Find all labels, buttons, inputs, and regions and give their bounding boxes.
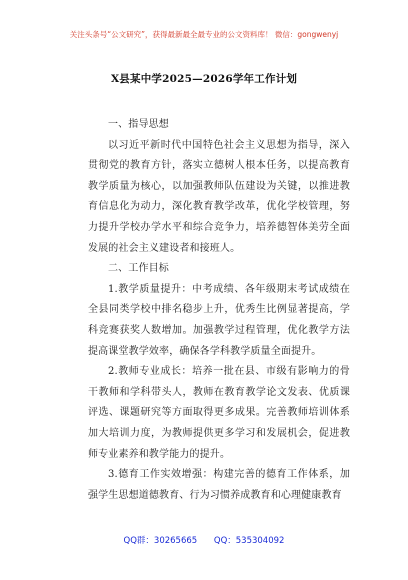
body-paragraph: 1.教学质量提升：中考成绩、各年级期末考试成绩在全县同类学校中排名稳步上升，优秀生比例显著提高，学科竞赛获奖人数增加。加强教学过程管理，优化教学方法提高课堂教学效率，确保各学科教学质量全面提升。 (88, 283, 350, 357)
footer-qq-group: QQ群：30265665 (123, 536, 198, 546)
header-promo-note: 关注头条号“公文研究”，获得最新最全最专业的公文资料库！ 微信：gongwenyj (69, 30, 339, 39)
body-paragraph: 以习近平新时代中国特色社会主义思想为指导，深入贯彻党的教育方针，落实立德树人根本任务，以提高教育教学质量为核心，以加强教师队伍建设为关键，以推进教育信息化为动力，深化教育教学改革，优化学校管理，努力提升学校办学水平和综合竞争力，培养德智体美劳全面发展的社会主义建设者和接班人。 (88, 139, 350, 254)
page-title: X县某中学2025—2026学年工作计划 (110, 73, 298, 85)
section-heading: 二、工作目标 (108, 263, 169, 275)
footer-qq: QQ：535304092 (213, 536, 285, 546)
section-heading: 一、指导思想 (108, 119, 169, 130)
document-body (88, 115, 350, 506)
body-paragraph: 2.教师专业成长：培养一批在县、市级有影响力的骨干教师和学科带头人，教师在教育教学论文发表、优质课评选、课题研究等方面取得更多成果。完善教师培训体系加大培训力度，为教师提供更多学习和发展机会，促进教师专业素养和教学能力的提升。 (88, 366, 350, 460)
body-paragraph: 3.德育工作实效增强：构建完善的德育工作体系，加强学生思想道德教育、行为习惯养成教育和心理健康教育 (88, 469, 350, 501)
footer-contact (0, 534, 408, 546)
